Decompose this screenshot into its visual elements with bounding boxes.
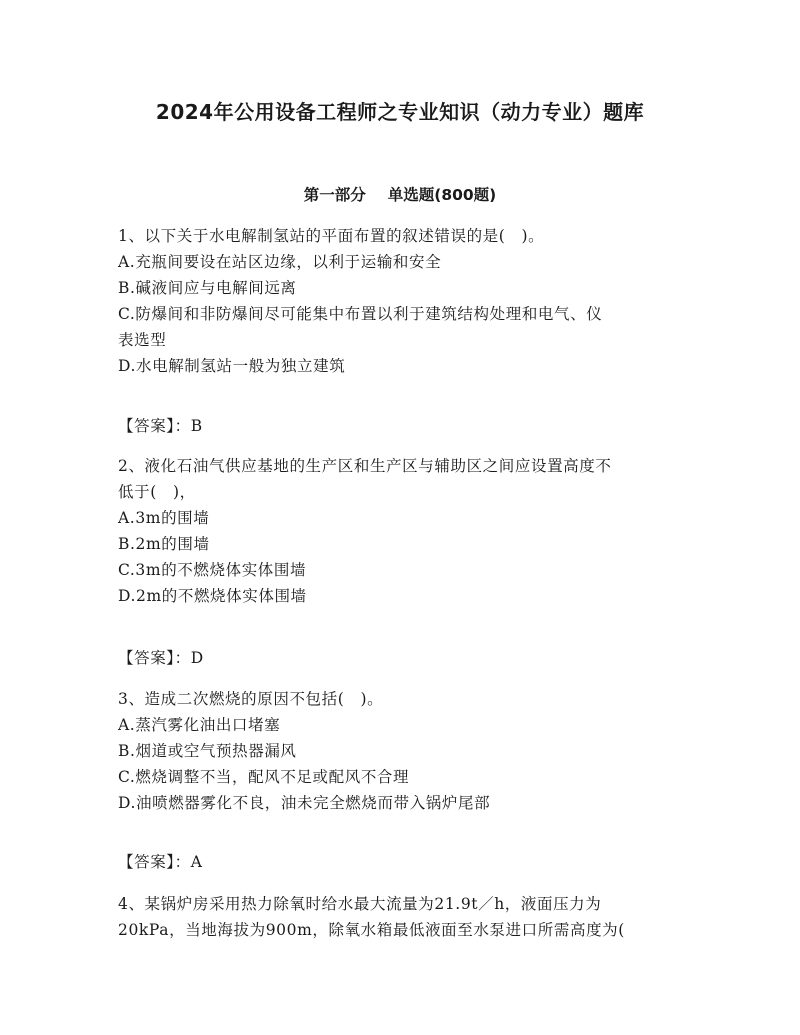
option-a: A.充瓶间要设在站区边缘，以利于运输和安全 xyxy=(118,253,442,271)
question-stem-continued: 低于( )， xyxy=(118,483,196,501)
question-stem-continued: 20kPa，当地海拔为900m，除氧水箱最低液面至水泵进口所需高度为( xyxy=(118,921,625,939)
answer-3 xyxy=(118,849,678,875)
question-2 xyxy=(118,453,678,609)
answer-2 xyxy=(118,645,678,671)
answer-value: A xyxy=(190,853,203,871)
option-d: D.油喷燃器雾化不良，油未完全燃烧而带入锅炉尾部 xyxy=(118,794,491,812)
option-b: B.2m的围墙 xyxy=(118,535,210,553)
option-a: A.3m的围墙 xyxy=(118,509,210,527)
option-c-continued: 表选型 xyxy=(118,331,167,349)
question-stem: 3、造成二次燃烧的原因不包括( )。 xyxy=(118,690,384,708)
option-c: C.3m的不燃烧体实体围墙 xyxy=(118,561,307,579)
answer-label: 【答案】： xyxy=(118,853,191,871)
answer-1 xyxy=(118,413,678,439)
section-heading xyxy=(0,184,800,206)
document-title: 2024年公用设备工程师之专业知识（动力专业）题库 xyxy=(155,100,645,124)
option-a: A.蒸汽雾化油出口堵塞 xyxy=(118,716,281,734)
section-part: 第一部分 xyxy=(303,186,366,204)
question-stem: 2、液化石油气供应基地的生产区和生产区与辅助区之间应设置高度不 xyxy=(118,457,612,475)
option-d: D.水电解制氢站一般为独立建筑 xyxy=(118,357,346,375)
option-b: B.烟道或空气预热器漏风 xyxy=(118,742,297,760)
section-name: 单选题(800题) xyxy=(387,186,497,204)
question-stem: 4、某锅炉房采用热力除氧时给水最大流量为21.9t／h，液面压力为 xyxy=(118,895,602,913)
question-4 xyxy=(118,891,678,943)
answer-label: 【答案】： xyxy=(118,417,191,435)
answer-value: D xyxy=(190,649,204,667)
option-c: C.燃烧调整不当，配风不足或配风不合理 xyxy=(118,768,410,786)
option-c: C.防爆间和非防爆间尽可能集中布置以利于建筑结构处理和电气、仪 xyxy=(118,305,603,323)
question-1 xyxy=(118,223,678,379)
question-stem: 1、以下关于水电解制氢站的平面布置的叙述错误的是( )。 xyxy=(118,227,545,245)
option-b: B.碱液间应与电解间远离 xyxy=(118,279,297,297)
question-3 xyxy=(118,686,678,816)
answer-value: B xyxy=(190,417,203,435)
answer-label: 【答案】： xyxy=(118,649,191,667)
option-d: D.2m的不燃烧体实体围墙 xyxy=(118,587,307,605)
